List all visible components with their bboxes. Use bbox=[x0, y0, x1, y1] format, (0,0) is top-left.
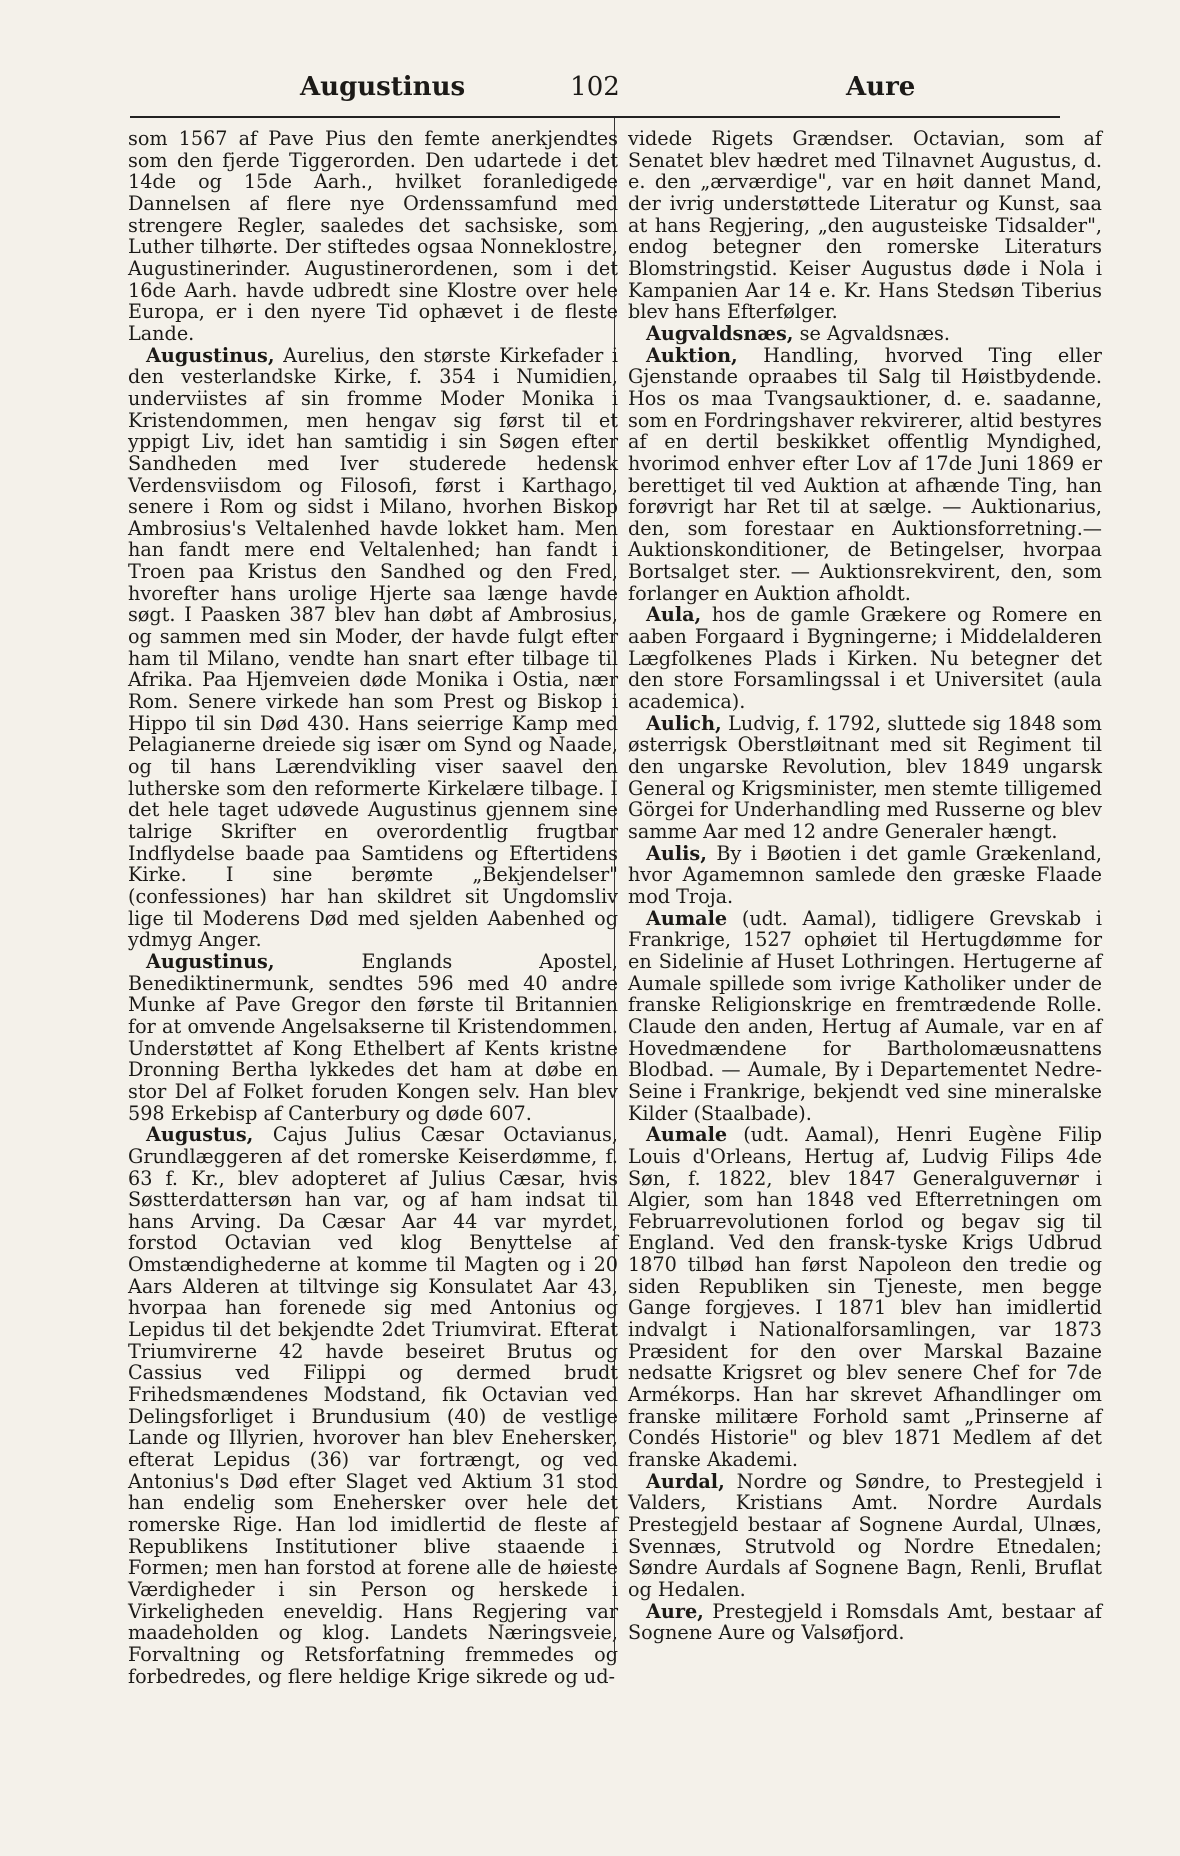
entry-aulis: Aulis, By i Bøotien i det gamle Grækenland, hvor Agamemnon samlede den græske Flaade mod Troja. bbox=[628, 841, 1102, 908]
entry-augustinus-aurelius: Augustinus, Aurelius, den største Kirkefader i den vesterlandske Kirke, f. 354 i Numidien, underviistes af sin fromme Moder Monika i Kristendommen, men hengav sig først til et yppigt Liv, idet han samtidig i sin Søgen efter Sandheden med Iver studerede hedensk Verdensviisdom og Filosofi, først i Karthago, senere i Rom og sidst i Milano, hvorhen Biskop Ambrosius's Veltalenhed havde lokket ham. Men han fandt mere end Veltalenhed; han fandt i Troen paa Kristus den Sandhed og den Fred, hvorefter hans urolige Hjerte saa længe havde søgt. I Paasken 387 blev han døbt af Ambrosius, og sammen med sin Moder, der havde fulgt efter ham til Milano, vendte han snart efter tilbage til Afrika. Paa Hjemveien døde Monika i Ostia, nær Rom. Senere virkede han som Prest og Biskop i Hippo til sin Død 430. Hans seierrige Kamp med Pelagianerne dreiede sig især om Synd og Naade, og til hans Lærendvikling viser saavel den lutherske som den reformerte Kirkelære tilbage. I det hele taget udøvede Augustinus gjennem sine talrige Skrifter en overordentlig frugtbar Indflydelse baade paa Samtidens og Eftertidens Kirke. I sine berømte „Bekjendelser" (confessiones) har han skildret sit Ungdomsliv lige til Moderens Død med sjelden Aabenhed og ydmyg Anger. bbox=[128, 343, 618, 952]
entry-augvaldsnaes: Augvaldsnæs, se Agvaldsnæs. bbox=[646, 321, 950, 345]
entry-aurdal: Aurdal, Nordre og Søndre, to Prestegjeld i Valders, Kristians Amt. Nordre Aurdals Prestegjeld bestaar af Sognene Aurdal, Ulnæs, Svennæs, Strutvold og Nordre Etnedalen; Søndre Aurdals af Sognene Bagn, Renli, Bruflat og Hedalen. bbox=[628, 1469, 1103, 1601]
entry-augustinus-apostle: Augustinus, Englands Apostel, Benediktinermunk, sendtes 596 med 40 andre Munke af Pave Gregor den første til Britannien for at omvende Angelsakserne til Kristendommen. Understøttet af Kong Ethelbert af Kents kristne Dronning Bertha lykkedes det ham at døbe en stor Del af Folket foruden Kongen selv. Han blev 598 Erkebisp af Canterbury og døde 607. bbox=[128, 949, 618, 1125]
entry-aumale-duke: Aumale (udt. Aamal), Henri Eugène Filip Louis d'Orleans, Hertug af, Ludvig Filips 4de Søn, f. 1822, blev 1847 Generalguvernør i Algier, som han 1848 ved Efterretningen om Februarrevolutionen forlod og begav sig til England. Ved den fransk-tyske Krigs Udbrud 1870 tilbød han først Napoleon den tredie og siden Republiken sin Tjeneste, men begge Gange forgjeves. I 1871 blev han imidlertid indvalgt i Nationalforsamlingen, var 1873 Præsident for den over Marskal Bazaine nedsatte Krigsret og blev senere Chef for 7de Armékorps. Han har skrevet Afhandlinger om franske militære Forhold samt „Prinserne af Condés Historie" og blev 1871 Medlem af det franske Akademi. bbox=[628, 1123, 1102, 1472]
running-header bbox=[130, 72, 1060, 122]
entry-continuation: videde Rigets Grændser. Octavian, som af Senatet blev hædret med Tilnavnet Augustus, d. e. den „ærværdige", var en høit dannet Mand, der ivrig understøttede Literatur og Kunst, saa at hans Regjering, „den augusteiske Tidsalder", endog betegner den romerske Literaturs Blomstringstid. Keiser Augustus døde i Nola i Kampanien Aar 14 e. Kr. Hans Stedsøn Tiberius blev hans Efterfølger. bbox=[628, 127, 1102, 324]
page-number: 102 bbox=[570, 72, 620, 102]
header-left-word: Augustinus bbox=[300, 72, 466, 102]
entry-aure: Aure, Prestegjeld i Romsdals Amt, bestaar af Sognene Aure og Valsøfjord. bbox=[628, 1599, 1102, 1645]
entry-aulich: Aulich, Ludvig, f. 1792, sluttede sig 1848 som østerrigsk Oberstløitnant med sit Regiment til den ungarske Revolution, blev 1849 ungarsk General og Krigsminister, men stemte tilligemed Görgei for Underhandling med Russerne og blev samme Aar med 12 andre Generaler hængt. bbox=[628, 711, 1102, 843]
left-column bbox=[128, 128, 618, 1687]
entry-aula: Aula, hos de gamle Grækere og Romere en aaben Forgaard i Bygningerne; i Middelalderen Lægfolkenes Plads i Kirken. Nu betegner det den store Forsamlingssal i et Universitet (aula academica). bbox=[628, 603, 1102, 714]
entry-auktion: Auktion, Handling, hvorved Ting eller Gjenstande opraabes til Salg til Høistbydende. Hos os maa Tvangsauktioner, d. e. saadanne, som en Fordringshaver rekvirerer, altid bestyres af en dertil beskikket offentlig Myndighed, hvorimod enhver efter Lov af 17de Juni 1869 er berettiget til ved Auktion at afhænde Ting, han forøvrigt har Ret til at sælge. — Auktionarius, den, som forestaar en Auktionsforretning.— Auktionskonditioner, de Betingelser, hvorpaa Bortsalget ster. — Auktionsrekvirent, den, som forlanger en Auktion afholdt. bbox=[628, 343, 1102, 605]
header-right-word: Aure bbox=[846, 72, 916, 102]
entry-augustus: Augustus, Cajus Julius Cæsar Octavianus, Grundlæggeren af det romerske Keiserdømme, f. 63 f. Kr., blev adopteret af Julius Cæsar, hvis Søstterdattersøn han var, og af ham indsat til hans Arving. Da Cæsar Aar 44 var myrdet, forstod Octavian ved klog Benyttelse af Omstændighederne at komme til Magten og i 20 Aars Alderen at tiltvinge sig Konsulatet Aar 43, hvorpaa han forenede sig med Antonius og Lepidus til det bekjendte 2det Triumvirat. Efterat Triumvirerne 42 havde beseiret Brutus og Cassius ved Filippi og dermed brudt Frihedsmændenes Modstand, fik Octavian ved Delingsforliget i Brundusium (40) de vestlige Lande og Illyrien, hvorover han blev Enehersker, efterat Lepidus (36) var fortrængt, og ved Antonius's Død efter Slaget ved Aktium 31 stod han endelig som Enehersker over hele det romerske Rige. Han lod imidlertid de fleste af Republikens Institutioner blive staaende i Formen; men han forstod at forene alle de høieste Værdigheder i sin Person og herskede i Virkeligheden eneveldig. Hans Regjering var maadeholden og klog. Landets Næringsveie, Forvaltning og Retsforfatning fremmedes og forbedredes, og flere heldige Krige sikrede og ud- bbox=[128, 1123, 618, 1688]
entry-continuation: som 1567 af Pave Pius den femte anerkjendtes som den fjerde Tiggerorden. Den udartede i det 14de og 15de Aarh., hvilket foranledigede Dannelsen af flere nye Ordenssamfund med strengere Regler, saaledes det sachsiske, som Luther tilhørte. Der stiftedes ogsaa Nonneklostre, Augustinerinder. Augustinerordenen, som i det 16de Aarh. havde udbredt sine Klostre over hele Europa, er i den nyere Tid ophævet i de fleste Lande. bbox=[128, 127, 618, 345]
right-column bbox=[628, 128, 1102, 1644]
header-rule bbox=[130, 116, 1060, 118]
entry-aumale-county: Aumale (udt. Aamal), tidligere Grevskab i Frankrige, 1527 ophøiet til Hertugdømme for en Sidelinie af Huset Lothringen. Hertugerne af Aumale spillede som ivrige Katholiker under de franske Religionskrige en fremtrædende Rolle. Claude den anden, Hertug af Aumale, var en af Hovedmændene for Bartholomæusnattens Blodbad. — Aumale, By i Departementet Nedre-Seine i Frankrige, bekjendt ved sine mineralske Kilder (Staalbade). bbox=[628, 906, 1102, 1125]
